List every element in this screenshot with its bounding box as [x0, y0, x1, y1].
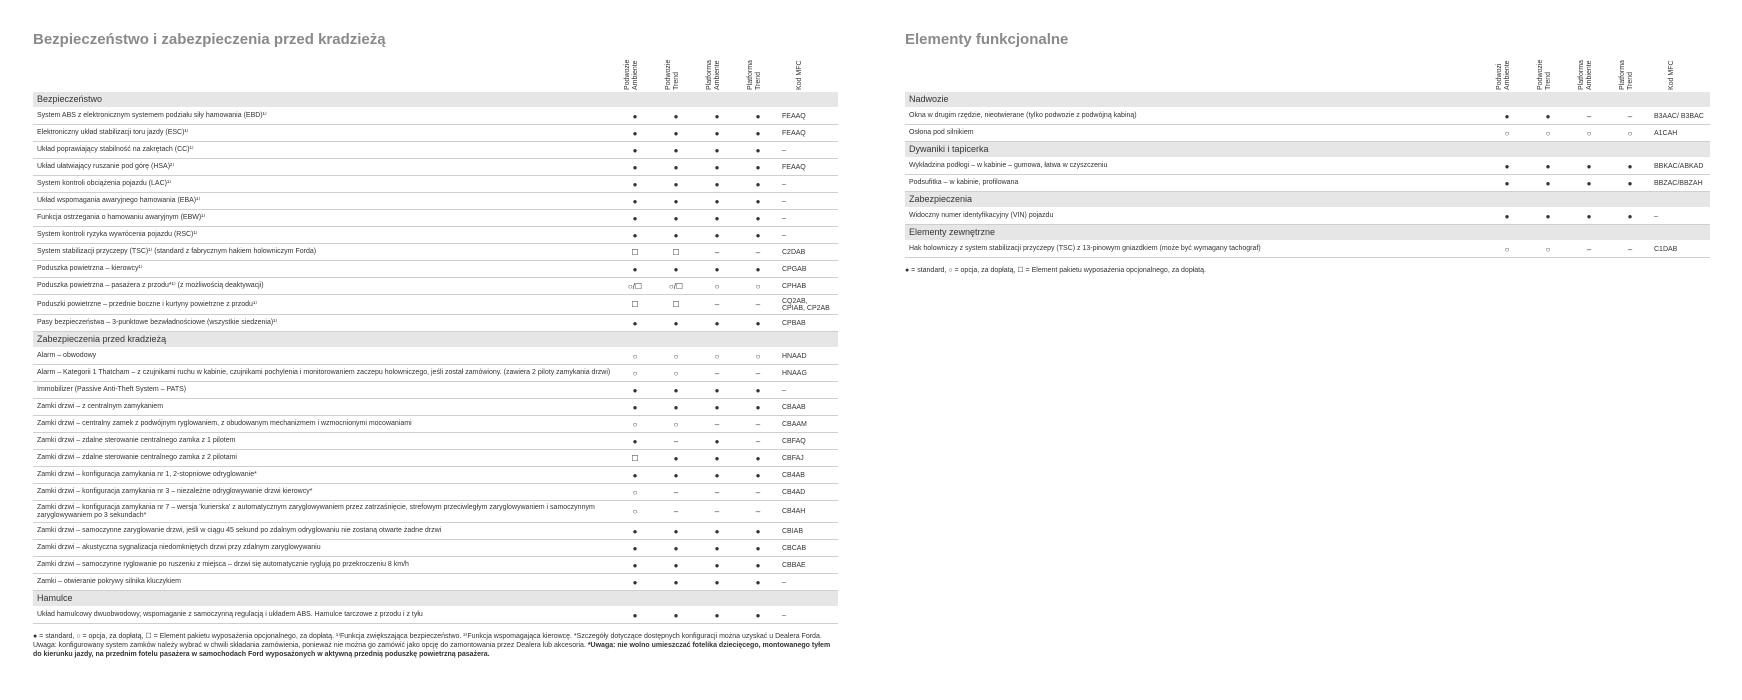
mfc-code: CBFAJ — [782, 454, 804, 462]
mfc-code: A1CAH — [1654, 129, 1678, 137]
value-cell: ○ — [632, 507, 638, 516]
row-label: Pasy bezpieczeństwa – 3-punktowe bezwładnościowe (wszystkie siedzenia)¹⁾ — [37, 319, 278, 326]
value-cell: ● — [673, 196, 679, 206]
value-cell: – — [714, 300, 720, 309]
value-cell: – — [714, 247, 720, 257]
table-row — [33, 382, 838, 399]
value-cell: ● — [673, 162, 679, 172]
value-cell: ● — [632, 128, 638, 138]
value-cell: ● — [755, 385, 761, 395]
row-label: Zamki drzwi – zdalne sterowanie centralnego zamka z 1 pilotem — [37, 437, 236, 444]
table-row — [33, 227, 838, 244]
column-header-cell: Podwozie Trend — [665, 59, 680, 90]
value-cell: ● — [1545, 161, 1551, 171]
table-row — [33, 244, 838, 261]
column-header-cell: Platforma Trend — [747, 60, 762, 90]
row-label: Alarm – Kategorii 1 Thatcham – z czujnikami ruchu w kabinie, czujnikami pochylenia i monitorowaniem zaczepu holowniczego, jeśli został zamówiony. (zawiera 2 piloty zamykania drzwi) — [37, 369, 611, 376]
value-cell: ● — [673, 560, 679, 570]
table-row — [33, 159, 838, 176]
row-label: Widoczny numer identyfikacyjny (VIN) pojazdu — [909, 212, 1054, 219]
table-row — [33, 399, 838, 416]
column-header-cell: Podwozie Trend — [1537, 59, 1552, 90]
value-cell: ● — [673, 145, 679, 155]
table-row — [33, 278, 838, 295]
column-header-cell: Platforma Ambiente — [706, 60, 721, 90]
value-cell: – — [673, 487, 679, 497]
table-row — [33, 365, 838, 382]
column-header-cell: Platforma Trend — [1619, 60, 1634, 90]
table-row — [905, 158, 1710, 175]
column-header-cell: Platforma Ambiente — [1578, 60, 1593, 90]
value-cell: ○ — [673, 351, 679, 361]
value-cell: ● — [714, 577, 720, 587]
mfc-code: CPBAB — [782, 319, 806, 327]
value-cell: ● — [632, 610, 638, 620]
value-cell: ● — [1504, 211, 1510, 221]
value-cell: ● — [755, 128, 761, 138]
value-cell: – — [1586, 244, 1592, 254]
row-label: Zamki drzwi – samoczynne ryglowanie po ruszeniu z miejsca – drzwi się automatycznie ryglują po przekroczeniu 8 km/h — [37, 561, 409, 568]
value-cell: ● — [673, 526, 679, 536]
legend-line: ● = standard, ○ = opcja, za dopłatą, ☐ = Element pakietu wyposażenia opcjonalnego, za dopłatą. ¹⁾Funkcja zwiększająca bezpieczeństwo. ²⁾Funkcja wspomagająca kierowcę. *Szczegóły dotyczące dostępnych konfiguracji można uzyskać u Dealera Forda. — [33, 633, 822, 640]
value-cell: ● — [632, 385, 638, 395]
mfc-code: BBKAC/ABKAD — [1654, 162, 1704, 170]
row-label: Poduszka powietrzna – pasażera z przodu*¹⁾ (z możliwością deaktywacji) — [37, 282, 264, 289]
page-title: Elementy funkcjonalne — [905, 31, 1069, 48]
mfc-code: FEAAQ — [782, 129, 806, 137]
value-cell: – — [714, 507, 720, 516]
mfc-code: – — [782, 180, 786, 188]
mfc-code: – — [782, 214, 786, 222]
value-cell: ○ — [632, 487, 638, 497]
value-cell: ● — [632, 179, 638, 189]
value-cell: ● — [755, 111, 761, 121]
value-cell: ● — [755, 577, 761, 587]
value-cell: ● — [1627, 178, 1633, 188]
table-row — [33, 450, 838, 467]
value-cell: – — [1586, 111, 1592, 121]
row-label: Osłona pod silnikiem — [909, 129, 974, 136]
mfc-code: – — [782, 578, 786, 586]
value-cell: ● — [714, 179, 720, 189]
value-cell: ● — [1545, 211, 1551, 221]
value-cell: ● — [673, 111, 679, 121]
value-cell: ● — [755, 402, 761, 412]
value-cell: ● — [632, 402, 638, 412]
table-row — [33, 315, 838, 332]
value-cell: ● — [714, 402, 720, 412]
value-cell: ○ — [755, 281, 761, 291]
value-cell: ● — [632, 213, 638, 223]
table-row — [33, 176, 838, 193]
value-cell: ○ — [1504, 244, 1510, 254]
mfc-code: BBZAC/BBZAH — [1654, 179, 1703, 187]
value-cell: ○ — [714, 351, 720, 361]
value-cell: ● — [673, 543, 679, 553]
row-label: Zamki drzwi – akustyczna sygnalizacja niedomkniętych drzwi przy zdalnym zaryglowywaniu — [37, 544, 321, 551]
mfc-code: – — [782, 386, 786, 394]
value-cell: ● — [755, 543, 761, 553]
value-cell: ● — [673, 179, 679, 189]
value-cell: ● — [714, 162, 720, 172]
value-cell: ○ — [755, 351, 761, 361]
value-cell: ○ — [1586, 128, 1592, 138]
section-header: Hamulce — [33, 591, 838, 607]
value-cell: ● — [714, 145, 720, 155]
value-cell: ☐ — [672, 300, 680, 309]
value-cell: ● — [1627, 211, 1633, 221]
row-label: Elektroniczny układ stabilizacji toru jazdy (ESC)¹⁾ — [37, 129, 189, 136]
value-cell: ● — [673, 213, 679, 223]
legend — [905, 266, 1710, 275]
value-cell: – — [755, 300, 761, 309]
table-row — [905, 175, 1710, 192]
value-cell: ○ — [632, 419, 638, 429]
mfc-code: C2DAB — [782, 248, 806, 256]
value-cell: ☐ — [631, 247, 639, 257]
value-cell: ○ — [1545, 128, 1551, 138]
mfc-code: HNAAD — [782, 352, 807, 360]
row-label: Zamki drzwi – zdalne sterowanie centralnego zamka z 2 pilotami — [37, 454, 237, 461]
value-cell: ● — [673, 402, 679, 412]
table-row — [33, 607, 838, 624]
value-cell: ○ — [1627, 128, 1633, 138]
table-row — [33, 467, 838, 484]
row-label: Zamki drzwi – centralny zamek z podwójnym ryglowaniem, z obudowanym mechanizmem i wzmocnionymi mocowaniami — [37, 420, 412, 427]
value-cell: – — [1627, 111, 1633, 121]
value-cell: ● — [714, 111, 720, 121]
mfc-code: HNAAG — [782, 369, 807, 377]
value-cell: ● — [755, 470, 761, 480]
row-label: Immobilizer (Passive Anti-Theft System – PATS) — [37, 386, 187, 393]
row-label: Układ poprawiający stabilność na zakrętach (CC)¹⁾ — [37, 146, 194, 153]
mfc-code: FEAAQ — [782, 112, 806, 120]
table-row — [33, 523, 838, 540]
row-label: System kontroli obciążenia pojazdu (LAC)¹⁾ — [37, 180, 172, 187]
column-header-cell: Kod MFC — [1668, 60, 1675, 90]
value-cell: ● — [673, 318, 679, 328]
value-cell: ● — [673, 577, 679, 587]
table-row — [33, 484, 838, 501]
mfc-code: – — [782, 611, 786, 619]
row-label: Funkcja ostrzegania o hamowaniu awaryjnym (EBW)¹⁾ — [37, 214, 206, 221]
mfc-code: – — [782, 231, 786, 239]
value-cell: ● — [714, 436, 720, 446]
row-label: Wykładzina podłogi – w kabinie – gumowa, łatwa w czyszczeniu — [909, 162, 1108, 169]
table-row — [33, 193, 838, 210]
table-row — [905, 125, 1710, 142]
value-cell: ● — [714, 526, 720, 536]
value-cell: ● — [673, 470, 679, 480]
mfc-code: CB4AB — [782, 471, 805, 479]
table-row — [905, 208, 1710, 225]
value-cell: ○/☐ — [668, 281, 684, 291]
table-row — [33, 108, 838, 125]
legend-line: Uwaga: konfigurowany system zamków należy wybrać w chwili składania zamówienia, ponieważ nie można go zamówić jako opcję do zamontowania przez Dealera lub akcesoria. *Uwaga: nie wolno umieszczać fotelika dziecięcego, montowanego tyłem do kierunku jazdy, na przednim fotelu pasażera w samochodach Ford wyposażonych w aktywną przednią poduszkę powietrzną pasażera. — [33, 642, 831, 658]
mfc-code: B3AAC/ B3BAC — [1654, 112, 1704, 120]
value-cell: ☐ — [631, 453, 639, 463]
row-label: System stabilizacji przyczepy (TSC)¹⁾ (standard z fabrycznym hakiem holowniczym Forda) — [37, 248, 317, 255]
row-label: Zamki drzwi – konfiguracja zamykania nr 3 – niezależne odryglowywanie drzwi kierowcy* — [37, 488, 313, 495]
mfc-code: CBIAB — [782, 527, 804, 535]
mfc-code: C1DAB — [1654, 245, 1678, 253]
row-label: Zamki drzwi – konfiguracja zamykania nr 1, 2-stopniowe odryglowanie* — [37, 471, 257, 478]
row-label: Układ hamulcowy dwuobwodowy, wspomaganie z samoczynną regulacją i układem ABS. Hamulce tarczowe z przodu i z tyłu — [37, 611, 423, 618]
row-label: Alarm – obwodowy — [37, 352, 97, 359]
mfc-code: CBFAQ — [782, 437, 806, 445]
mfc-code: CQ2AB, CPIAB, CP2AB — [782, 297, 830, 312]
value-cell: ● — [632, 145, 638, 155]
row-label: Poduszki powietrzne – przednie boczne i kurtyny powietrzne z przodu¹⁾ — [37, 300, 257, 308]
value-cell: ● — [755, 264, 761, 274]
page-title: Bezpieczeństwo i zabezpieczenia przed kradzieżą — [33, 31, 386, 48]
mfc-code: CBAAM — [782, 420, 807, 428]
value-cell: ● — [714, 453, 720, 463]
table-row — [33, 210, 838, 227]
table-row — [33, 416, 838, 433]
value-cell: ○ — [632, 368, 638, 378]
value-cell: ● — [1504, 111, 1510, 121]
value-cell: ● — [755, 230, 761, 240]
table-row — [33, 142, 838, 159]
row-label: Zamki drzwi – samoczynne zaryglowanie drzwi, jeśli w ciągu 45 sekund po zdalnym odryglowaniu nie zostaną otwarte żadne drzwi — [37, 527, 442, 534]
column-header-cell: Podwozi Ambiente — [1496, 60, 1511, 90]
value-cell: ○ — [673, 419, 679, 429]
value-cell: ● — [673, 264, 679, 274]
row-label: Układ ułatwiający ruszanie pod górę (HSA)²⁾ — [37, 163, 175, 170]
section-header: Zabezpieczenia przed kradzieżą — [33, 332, 838, 348]
value-cell: ● — [755, 162, 761, 172]
value-cell: ● — [632, 196, 638, 206]
mfc-code: CB4AH — [782, 508, 806, 515]
value-cell: ● — [755, 145, 761, 155]
value-cell: ● — [632, 560, 638, 570]
value-cell: ● — [632, 436, 638, 446]
value-cell: ● — [632, 111, 638, 121]
row-label: Okna w drugim rzędzie, nieotwierane (tylko podwozie z podwójną kabiną) — [909, 112, 1137, 119]
legend — [33, 632, 838, 659]
table-row — [33, 501, 838, 523]
row-label: Zamki – otwieranie pokrywy silnika kluczykiem — [37, 578, 181, 585]
value-cell: – — [755, 247, 761, 257]
value-cell: – — [755, 436, 761, 446]
value-cell: ● — [632, 470, 638, 480]
mfc-code: CBCAB — [782, 544, 807, 552]
value-cell: ● — [714, 470, 720, 480]
value-cell: ● — [632, 318, 638, 328]
section-header: Zabezpieczenia — [905, 192, 1710, 208]
value-cell: – — [755, 507, 761, 516]
value-cell: – — [755, 487, 761, 497]
mfc-code: CBAAB — [782, 403, 806, 411]
row-label: Poduszka powietrzna – kierowcy¹⁾ — [37, 265, 143, 272]
value-cell: ● — [714, 610, 720, 620]
row-label: Podsufitka – w kabinie, profilowana — [909, 179, 1019, 186]
row-label: System kontroli ryzyka wywrócenia pojazdu (RSC)¹⁾ — [37, 231, 198, 238]
table-row — [33, 261, 838, 278]
value-cell: ● — [755, 318, 761, 328]
row-label: Układ wspomagania awaryjnego hamowania (EBA)¹⁾ — [37, 197, 201, 204]
value-cell: ● — [1586, 211, 1592, 221]
column-header-cell: Kod MFC — [796, 60, 803, 90]
column-header-cell: Podwozie Ambiente — [624, 59, 639, 90]
value-cell: ● — [714, 560, 720, 570]
row-label: Zamki drzwi – konfiguracja zamykania nr 7 – wersja 'kurierska' z automatycznym zaryglowywaniem przez zatrzaśnięcie, strefowym przeciwległym zaryglowywaniem i samoczynnym zaryglowywaniem po 3 sekundach* — [37, 503, 595, 519]
value-cell: ● — [714, 264, 720, 274]
value-cell: ● — [714, 128, 720, 138]
mfc-code: CBBAE — [782, 561, 806, 569]
section-header: Dywaniki i tapicerka — [905, 142, 1710, 158]
value-cell: ● — [714, 318, 720, 328]
table-row — [33, 433, 838, 450]
row-label: System ABS z elektronicznym systemem podziału siły hamowania (EBD)¹⁾ — [37, 112, 267, 119]
value-cell: ● — [1545, 178, 1551, 188]
table-row — [33, 295, 838, 315]
value-cell: ● — [1545, 111, 1551, 121]
table-row — [905, 108, 1710, 125]
value-cell: ● — [673, 453, 679, 463]
value-cell: ○ — [632, 351, 638, 361]
value-cell: – — [714, 487, 720, 497]
value-cell: ● — [673, 230, 679, 240]
value-cell: ● — [1586, 161, 1592, 171]
mfc-code: CPGAB — [782, 265, 807, 273]
section-header: Bezpieczeństwo — [33, 92, 838, 108]
value-cell: ○ — [1504, 128, 1510, 138]
table-row — [33, 125, 838, 142]
value-cell: – — [714, 419, 720, 429]
value-cell: ● — [714, 213, 720, 223]
table-row — [33, 574, 838, 591]
value-cell: ☐ — [631, 300, 639, 309]
value-cell: – — [1627, 244, 1633, 254]
value-cell: ● — [714, 543, 720, 553]
value-cell: ● — [755, 526, 761, 536]
value-cell: – — [673, 507, 679, 516]
value-cell: ● — [632, 526, 638, 536]
value-cell: ● — [755, 453, 761, 463]
value-cell: ● — [673, 385, 679, 395]
mfc-code: – — [782, 146, 786, 154]
value-cell: ● — [1627, 161, 1633, 171]
row-label: Zamki drzwi – z centralnym zamykaniem — [37, 403, 164, 410]
value-cell: ● — [632, 264, 638, 274]
section-header: Nadwozie — [905, 92, 1710, 108]
value-cell: ● — [673, 610, 679, 620]
table-row — [905, 241, 1710, 258]
spec-table — [33, 92, 838, 659]
value-cell: ● — [755, 560, 761, 570]
mfc-code: – — [1654, 212, 1658, 220]
mfc-code: FEAAQ — [782, 163, 806, 171]
mfc-code: CB4AD — [782, 488, 806, 496]
row-label: Hak holowniczy z system stabilizacji przyczepy (TSC) z 13-pinowym gniazdkiem (może być wymagany tachograf) — [909, 245, 1261, 252]
value-cell: – — [673, 436, 679, 446]
table-row — [33, 557, 838, 574]
value-cell: ● — [1504, 178, 1510, 188]
value-cell: ● — [755, 213, 761, 223]
value-cell: – — [755, 419, 761, 429]
value-cell: ● — [1586, 178, 1592, 188]
spec-table — [905, 92, 1710, 275]
value-cell: ● — [632, 230, 638, 240]
mfc-code: CPHAB — [782, 282, 807, 290]
table-row — [33, 348, 838, 365]
mfc-code: – — [782, 197, 786, 205]
value-cell: ● — [714, 196, 720, 206]
value-cell: – — [755, 368, 761, 378]
table-row — [33, 540, 838, 557]
value-cell: ☐ — [672, 247, 680, 257]
value-cell: ● — [1504, 161, 1510, 171]
legend-line: ● = standard, ○ = opcja, za dopłatą, ☐ = Element pakietu wyposażenia opcjonalnego, za dopłatą. — [905, 267, 1206, 274]
value-cell: ● — [755, 196, 761, 206]
value-cell: ○ — [673, 368, 679, 378]
section-header: Elementy zewnętrzne — [905, 225, 1710, 241]
value-cell: ○/☐ — [627, 281, 643, 291]
value-cell: ● — [755, 179, 761, 189]
value-cell: ● — [755, 610, 761, 620]
value-cell: ● — [632, 577, 638, 587]
value-cell: ● — [632, 162, 638, 172]
column-header — [33, 52, 838, 90]
column-header — [905, 52, 1710, 90]
value-cell: ● — [632, 543, 638, 553]
value-cell: – — [714, 368, 720, 378]
value-cell: ● — [673, 128, 679, 138]
value-cell: ○ — [1545, 244, 1551, 254]
value-cell: ● — [714, 385, 720, 395]
value-cell: ● — [714, 230, 720, 240]
value-cell: ○ — [714, 281, 720, 291]
